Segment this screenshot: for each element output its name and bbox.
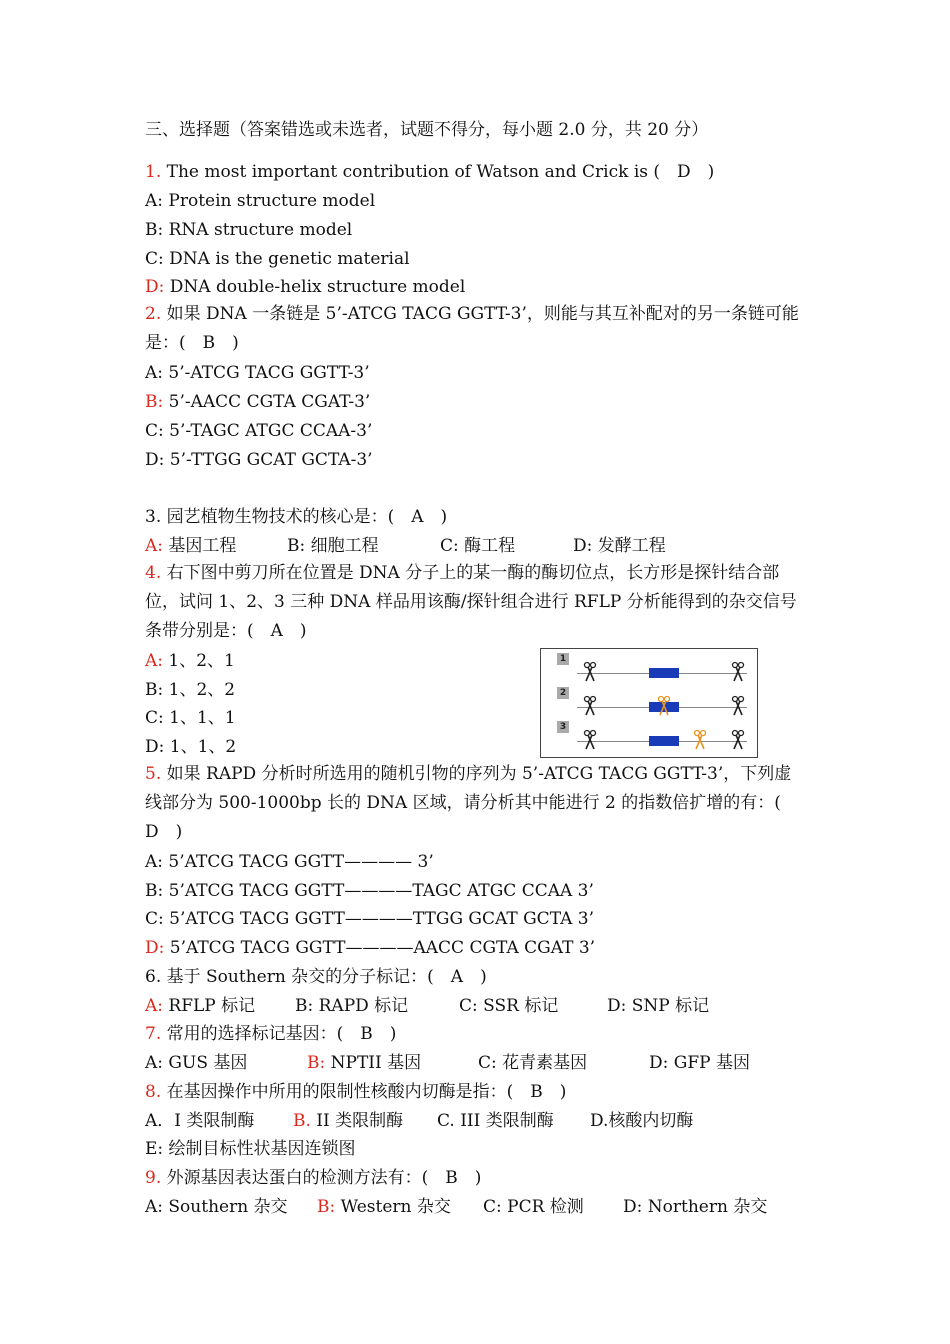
question-6-option-d: D: SNP 标记 (607, 996, 710, 1016)
question-5-option-c: C: 5’ATCG TACG GGTT————TTGG GCAT GCTA 3’ (145, 909, 594, 929)
question-7-option-d: D: GFP 基因 (649, 1053, 750, 1073)
question-4-option-a (145, 650, 235, 672)
question-8-option-b-key: B. (293, 1111, 311, 1131)
question-8-stem (145, 1081, 566, 1103)
question-3-option-c: C: 酶工程 (440, 536, 516, 556)
rflp-row-2 (541, 687, 757, 719)
question-9-stem (145, 1167, 481, 1189)
question-1-option-d-key: D: (145, 277, 165, 297)
question-5-option-a: A: 5’ATCG TACG GGTT———— 3’ (145, 852, 434, 872)
question-5-number: 5. (145, 764, 162, 784)
question-7-option-a: A: GUS 基因 (145, 1053, 248, 1073)
question-7-text: 常用的选择标记基因：( B ) (161, 1024, 397, 1044)
scissors-icon (731, 661, 745, 683)
question-2-option-b (145, 391, 370, 413)
question-5-text: 如果 RAPD 分析时所选用的随机引物的序列为 5’-ATCG TACG GGTT-3’，下列虚线部分为 500-1000bp 长的 DNA 区域，请分析其中能进行 2 的指数倍扩增的有：( D ) (145, 764, 798, 842)
question-6-option-a (145, 995, 255, 1017)
rflp-row-2-label: 2 (557, 687, 569, 699)
question-4-option-a-text: 1、2、1 (163, 651, 235, 671)
probe-box (649, 736, 679, 746)
rflp-row-3 (541, 721, 757, 753)
question-4-option-d: D: 1、1、2 (145, 737, 237, 757)
question-3-option-a-key: A: (145, 536, 164, 556)
question-8-option-e: E: 绘制目标性状基因连锁图 (145, 1139, 356, 1159)
question-1-number: 1. (145, 162, 162, 182)
question-4-option-a-key: A: (145, 651, 164, 671)
question-8-number: 8. (145, 1082, 162, 1102)
question-8-text: 在基因操作中所用的限制性核酸内切酶是指：( B ) (161, 1082, 567, 1102)
question-8-option-d: D.核酸内切酶 (590, 1111, 694, 1131)
question-3-option-a-text: 基因工程 (163, 536, 237, 556)
question-8-option-b (293, 1110, 403, 1132)
question-9-option-b-key: B: (317, 1197, 336, 1217)
question-2-option-b-key: B: (145, 392, 164, 412)
question-6-option-a-key: A: (145, 996, 164, 1016)
question-2-option-b-text: 5’-AACC CGTA CGAT-3’ (163, 392, 371, 412)
question-9-number: 9. (145, 1168, 162, 1188)
question-2-option-d: D: 5’-TTGG GCAT GCTA-3’ (145, 450, 373, 470)
question-5-option-d-key: D: (145, 938, 165, 958)
question-1-option-d (145, 276, 465, 298)
question-8-option-a: A．I 类限制酶 (145, 1111, 255, 1131)
question-1-option-b: B: RNA structure model (145, 220, 353, 240)
question-6-stem: 6. 基于 Southern 杂交的分子标记：( A ) (145, 967, 487, 987)
question-4-option-b: B: 1、2、2 (145, 680, 236, 700)
question-7-option-b-text: NPTII 基因 (325, 1053, 422, 1073)
scissors-icon (731, 695, 745, 717)
question-1-option-d-text: DNA double-helix structure model (164, 277, 466, 297)
question-7-option-b-key: B: (307, 1053, 326, 1073)
rflp-figure (540, 648, 758, 758)
question-7-option-b (307, 1052, 421, 1074)
question-5-option-d (145, 937, 595, 959)
scissors-orange-icon (693, 729, 707, 751)
question-9-option-c: C: PCR 检测 (483, 1197, 584, 1217)
scissors-orange-icon (657, 695, 671, 717)
scissors-icon (583, 695, 597, 717)
question-9-option-b (317, 1196, 451, 1218)
question-4-number: 4. (145, 563, 162, 583)
question-6-option-c: C: SSR 标记 (459, 996, 559, 1016)
scissors-icon (583, 729, 597, 751)
question-7-option-c: C: 花青素基因 (478, 1053, 588, 1073)
rflp-row-3-label: 3 (557, 721, 569, 733)
question-3-stem: 3. 园艺植物生物技术的核心是：( A ) (145, 507, 448, 527)
question-5-option-d-text: 5’ATCG TACG GGTT————AACC CGTA CGAT 3’ (164, 938, 596, 958)
question-3-option-d: D: 发酵工程 (573, 536, 666, 556)
scissors-icon (583, 661, 597, 683)
question-9-option-d: D: Northern 杂交 (623, 1197, 768, 1217)
question-2-text: 如果 DNA 一条链是 5’-ATCG TACG GGTT-3’，则能与其互补配对的另一条链可能是：( B ) (145, 304, 799, 353)
question-1-option-c: C: DNA is the genetic material (145, 249, 410, 269)
question-2-option-a: A: 5’-ATCG TACG GGTT-3’ (145, 363, 370, 383)
question-5-option-b: B: 5’ATCG TACG GGTT————TAGC ATGC CCAA 3’ (145, 881, 594, 901)
question-3-option-b: B: 细胞工程 (287, 536, 379, 556)
rflp-row-1-label: 1 (557, 653, 569, 665)
question-3-option-a (145, 535, 236, 557)
question-4-text: 右下图中剪刀所在位置是 DNA 分子上的某一酶的酶切位点，长方形是探针结合部位，试问 1、2、3 三种 DNA 样品用该酶/探针组合进行 RFLP 分析能得到的杂交信号条带分别是：( A ) (145, 563, 797, 641)
question-2-option-c: C: 5’-TAGC ATGC CCAA-3’ (145, 421, 373, 441)
question-9-text: 外源基因表达蛋白的检测方法有：( B ) (161, 1168, 482, 1188)
question-7-number: 7. (145, 1024, 162, 1044)
question-1-text: The most important contribution of Watson and Crick is ( D ) (161, 162, 715, 182)
question-9-option-b-text: Western 杂交 (335, 1197, 451, 1217)
question-9-option-a: A: Southern 杂交 (145, 1197, 288, 1217)
question-5-stem (145, 760, 807, 847)
question-8-option-b-text: II 类限制酶 (310, 1111, 404, 1131)
question-7-stem (145, 1023, 396, 1045)
question-8-option-c: C. III 类限制酶 (437, 1111, 554, 1131)
question-4-stem (145, 559, 807, 646)
question-6-option-b: B: RAPD 标记 (295, 996, 409, 1016)
rflp-row-1 (541, 653, 757, 685)
probe-box (649, 668, 679, 678)
section-title: 三、选择题（答案错选或未选者，试题不得分，每小题 2.0 分，共 20 分） (145, 120, 709, 140)
scissors-icon (731, 729, 745, 751)
question-1-stem (145, 161, 714, 183)
question-6-option-a-text: RFLP 标记 (163, 996, 256, 1016)
question-4-option-c: C: 1、1、1 (145, 708, 236, 728)
question-2-number: 2. (145, 304, 162, 324)
question-2-stem (145, 300, 807, 358)
question-1-option-a: A: Protein structure model (145, 191, 376, 211)
